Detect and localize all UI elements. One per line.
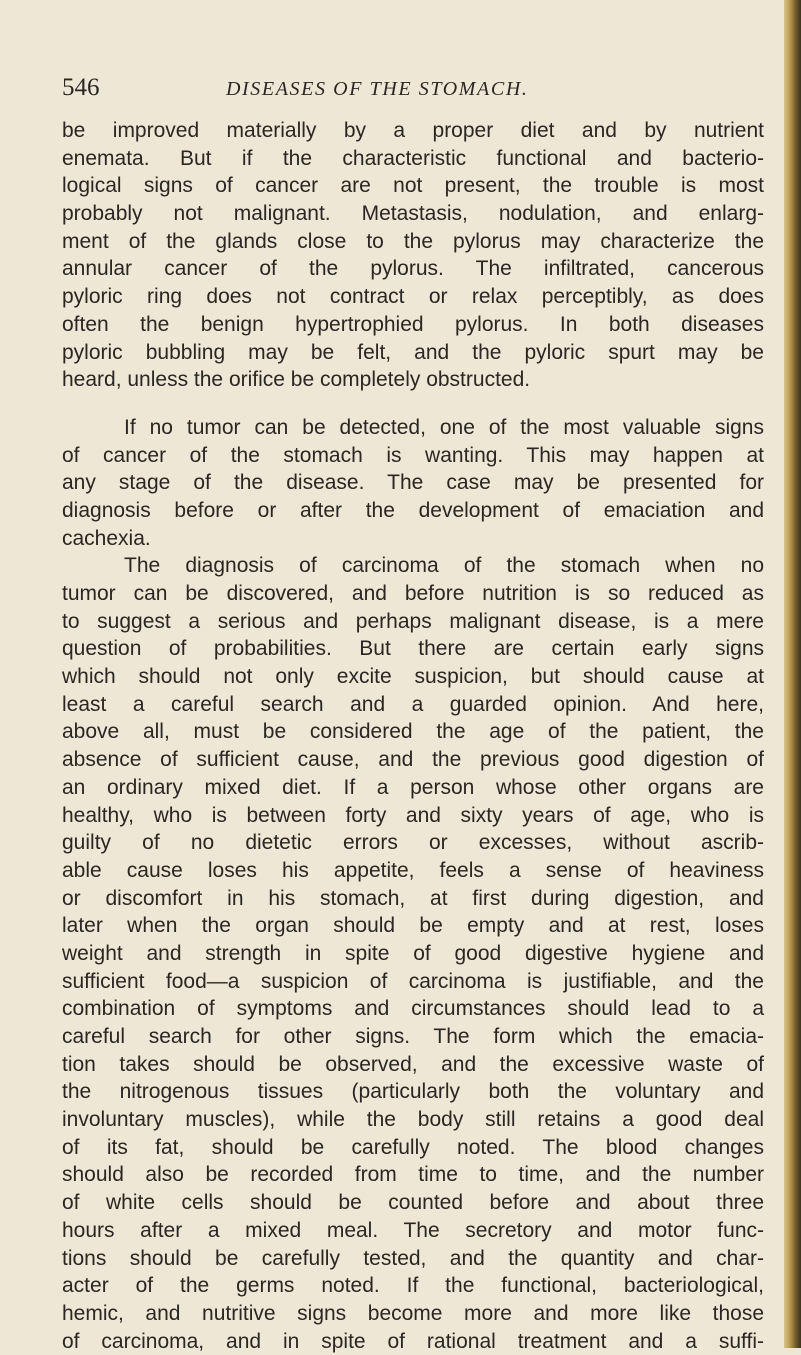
text-line: above all, must be considered the age of the patient, the [62,720,764,744]
text-line: logical signs of cancer are not present, the trouble is most [62,174,764,198]
text-line: heard, unless the orifice be completely obstructed. [62,368,531,392]
text-line: hours after a mixed meal. The secretory and motor func- [62,1218,764,1242]
text-line: should also be recorded from time to time, and the number [62,1163,764,1187]
text-line: or discomfort in his stomach, at first during digestion, and [62,886,764,910]
text-line: ment of the glands close to the pylorus may characterize the [62,229,764,253]
text-line: combination of symptoms and circumstances should lead to a [62,997,764,1021]
text-line: of its fat, should be carefully noted. The blood changes [62,1135,764,1159]
text-line: question of probabilities. But there are certain early signs [62,637,764,661]
running-head: DISEASES OF THE STOMACH. [226,78,529,100]
text-line: involuntary muscles), while the body still retains a good deal [62,1108,764,1132]
text-line: acter of the germs noted. If the functional, bacteriological, [62,1274,764,1298]
paragraph-1 [62,117,764,394]
text-line: diagnosis before or after the development of emaciation and [62,498,764,522]
text-line: of carcinoma, and in spite of rational treatment and a suffi- [62,1329,764,1353]
text-line: be improved materially by a proper diet and by nutrient [62,119,764,142]
text-line: often the benign hypertrophied pylorus. In both diseases [62,312,764,336]
text-line: The diagnosis of carcinoma of the stomach when no [124,554,764,578]
body-text [62,117,764,1355]
text-line: guilty of no dietetic errors or excesses, without ascrib- [62,831,764,855]
text-line: tumor can be discovered, and before nutrition is so reduced as [62,582,764,605]
text-line: probably not malignant. Metastasis, nodulation, and enlarg- [62,202,764,226]
paragraph-2 [62,414,764,552]
text-line: the nitrogenous tissues (particularly both the voluntary and [62,1080,764,1104]
text-line: annular cancer of the pylorus. The infiltrated, cancerous [62,257,764,281]
text-line: to suggest a serious and perhaps malignant disease, is a mere [62,609,764,633]
text-line: least a careful search and a guarded opinion. And here, [62,692,764,716]
text-line: hemic, and nutritive signs become more and more like those [62,1301,764,1325]
text-line: of white cells should be counted before and about three [62,1191,764,1215]
text-line: pyloric bubbling may be felt, and the pyloric spurt may be [62,340,764,364]
paragraph-3 [62,552,764,1355]
text-line: an ordinary mixed diet. If a person whose other organs are [62,775,764,799]
text-line: enemata. But if the characteristic functional and bacterio- [62,146,764,170]
text-line: which should not only excite suspicion, but should cause at [62,665,764,689]
text-line: tions should be carefully tested, and the quantity and char- [62,1246,764,1270]
text-line: absence of sufficient cause, and the previous good digestion of [62,748,764,772]
page-edge [784,0,801,1348]
text-line: able cause loses his appetite, feels a sense of heaviness [62,858,764,882]
page-number: 546 [62,74,100,101]
text-line: sufficient food—a suspicion of carcinoma is justifiable, and the [62,969,764,993]
text-line: of cancer of the stomach is wanting. This may happen at [62,443,764,467]
text-line: later when the organ should be empty and at rest, loses [62,914,764,938]
text-line: If no tumor can be detected, one of the most valuable signs [124,415,764,439]
text-line: cachexia. [62,526,151,550]
text-line: tion takes should be observed, and the excessive waste of [62,1052,764,1076]
text-line: pyloric ring does not contract or relax perceptibly, as does [62,285,764,309]
page-header [62,73,762,107]
text-line: healthy, who is between forty and sixty years of age, who is [62,803,764,827]
text-line: weight and strength in spite of good digestive hygiene and [62,941,764,965]
text-line: careful search for other signs. The form which the emacia- [62,1025,764,1048]
paragraph-gap [62,394,764,414]
text-line: any stage of the disease. The case may be presented for [62,471,764,495]
